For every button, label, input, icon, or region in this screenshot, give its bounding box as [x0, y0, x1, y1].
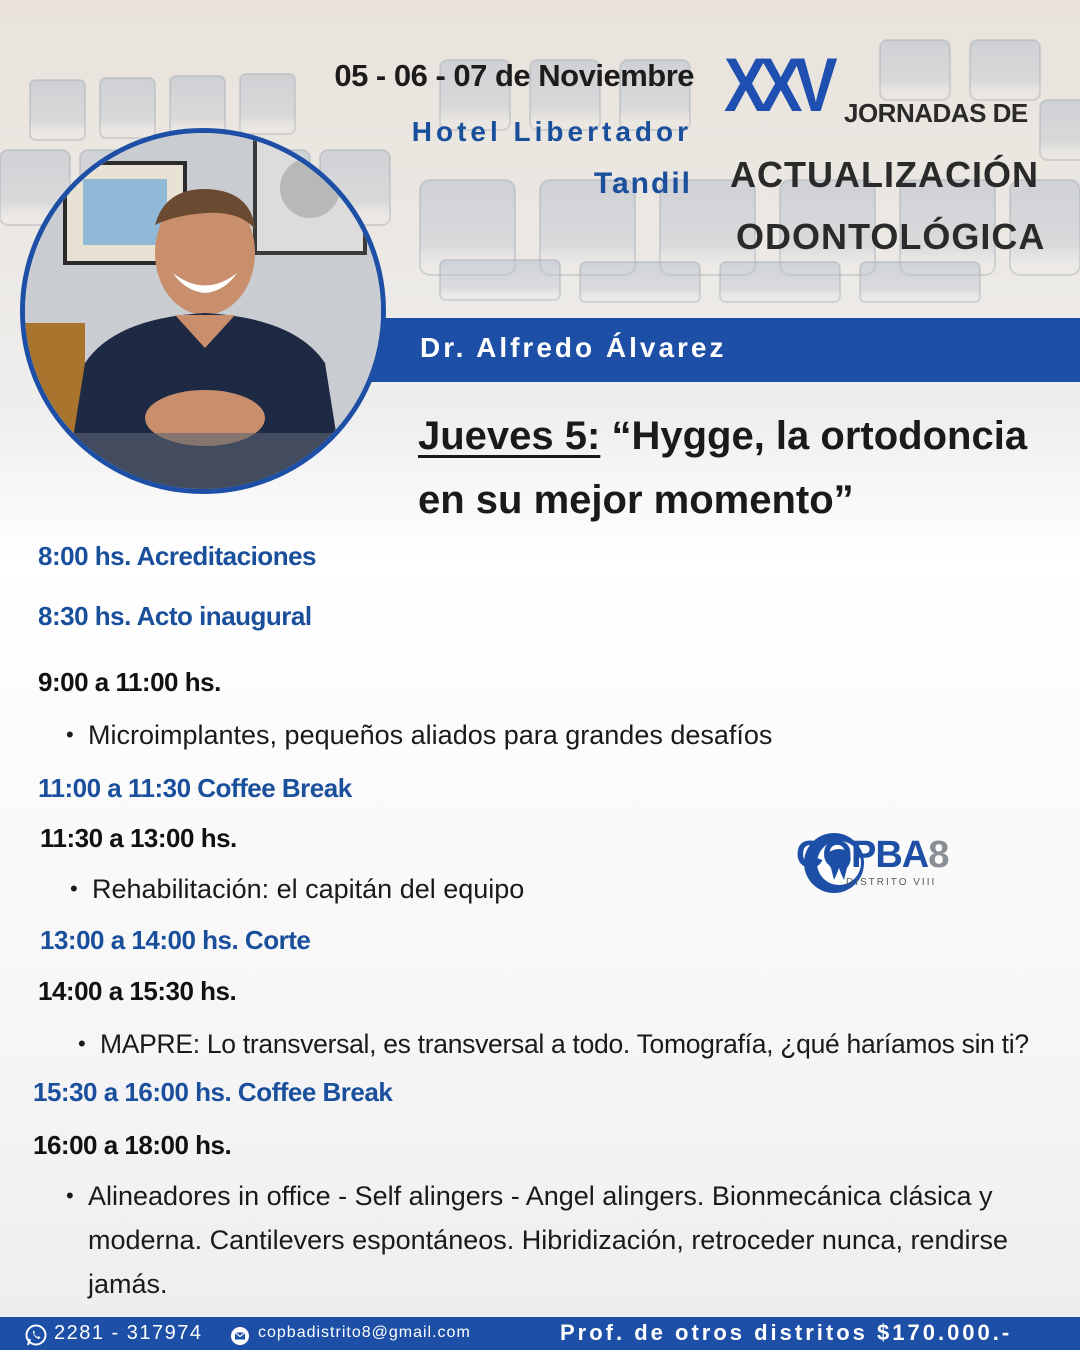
logo-name-number: 8 [928, 834, 949, 876]
topic-text: Alineadores in office - Self alingers - Angel alingers. Bionmecánica clásica y moderna. Cantilevers espontáneos. Hibridización, retroceder nunca, rendirse jamás. [88, 1181, 1008, 1299]
schedule-slot-1-topic [66, 713, 773, 757]
schedule-opening: 8:30 hs. Acto inaugural [38, 601, 312, 631]
bullet-icon: • [70, 876, 78, 901]
mail-icon [230, 1326, 250, 1346]
topic-text: MAPRE: Lo transversal, es transversal a todo. Tomografía, ¿qué haríamos sin ti? [100, 1029, 1029, 1059]
schedule-slot-3-topic [78, 1022, 1029, 1066]
footer-price: Prof. de otros distritos $170.000.- [560, 1320, 1013, 1345]
bullet-icon: • [78, 1031, 86, 1056]
schedule-coffee-break-1: 11:00 a 11:30 Coffee Break [38, 773, 352, 803]
schedule-slot-1-time: 9:00 a 11:00 hs. [38, 667, 221, 697]
speaker-photo [20, 128, 386, 494]
talk-day: Jueves 5: [418, 414, 601, 458]
schedule-slot-4-time: 16:00 a 18:00 hs. [33, 1130, 232, 1160]
logo-name [796, 834, 948, 877]
schedule-slot-3-time: 14:00 a 15:30 hs. [38, 976, 237, 1006]
schedule-slot-2-topic [70, 867, 525, 911]
schedule-accreditation: 8:00 hs. Acreditaciones [38, 541, 316, 571]
whatsapp-icon [24, 1323, 48, 1347]
edition-number: XXV [724, 43, 829, 128]
event-title-line1: JORNADAS DE [844, 98, 1028, 128]
event-dates: 05 - 06 - 07 de Noviembre [334, 58, 694, 93]
speaker-name: Dr. Alfredo Álvarez [420, 332, 727, 363]
schedule-slot-2-time: 11:30 a 13:00 hs. [40, 823, 237, 853]
schedule-coffee-break-2: 15:30 a 16:00 hs. Coffee Break [33, 1077, 393, 1107]
bullet-icon: • [66, 722, 74, 747]
logo-name-main: COPBA [796, 834, 929, 876]
event-title-line2: ACTUALIZACIÓN [730, 154, 1039, 195]
bullet-icon: • [66, 1183, 74, 1208]
talk-name: “Hygge, la ortodoncia en su mejor momento” [418, 414, 1028, 522]
topic-text: Microimplantes, pequeños aliados para grandes desafíos [88, 720, 773, 750]
topic-text: Rehabilitación: el capitán del equipo [92, 874, 525, 904]
footer-email[interactable]: copbadistrito8@gmail.com [258, 1324, 471, 1341]
event-venue: Hotel Libertador [411, 116, 692, 147]
talk-title [418, 404, 1068, 532]
footer-phone[interactable]: 2281 - 317974 [54, 1322, 203, 1344]
event-city: Tandil [593, 167, 692, 200]
schedule-slot-4-topic [66, 1174, 1048, 1306]
logo-subtitle: DISTRITO VIII [846, 877, 937, 888]
schedule-lunch: 13:00 a 14:00 hs. Corte [40, 925, 311, 955]
event-title-line3: ODONTOLÓGICA [736, 216, 1046, 257]
